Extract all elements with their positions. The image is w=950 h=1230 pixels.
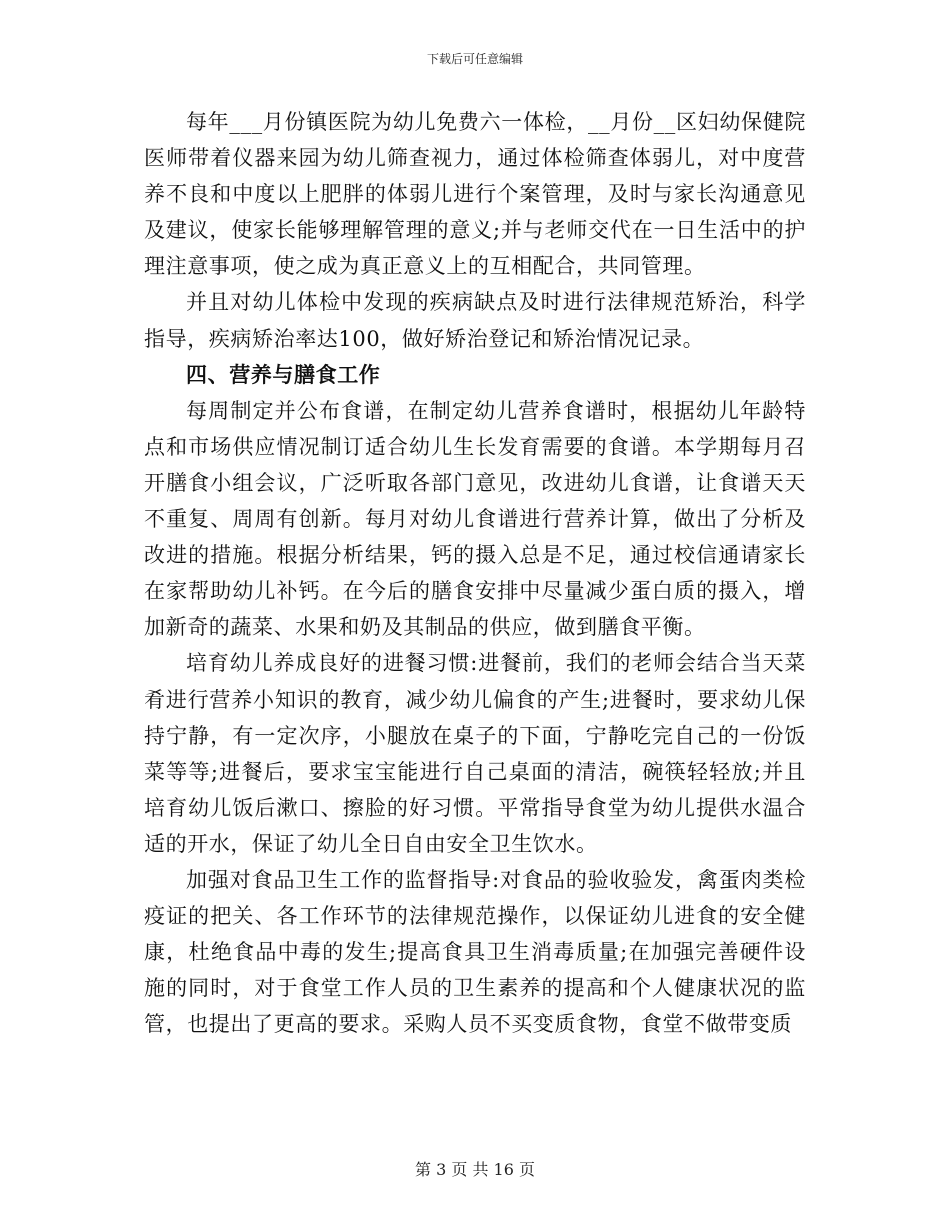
- page-header: 下载后可任意编辑: [426, 52, 523, 66]
- document-body: [144, 104, 806, 1042]
- section-heading-nutrition: 四、营养与膳食工作: [186, 361, 381, 387]
- paragraph-food-hygiene: 加强对食品卫生工作的监督指导:对食品的验收验发，禽蛋肉类检疫证的把关、各工作环节的法律规范操作，以保证幼儿进食的安全健康，杜绝食品中毒的发生;提高食具卫生消毒质量;在加强完善硬件设施的同时，对于食堂工作人员的卫生素养的提高和个人健康状况的监管，也提出了更高的要求。采购人员不买变质食物，食堂不做带变质: [144, 867, 806, 1037]
- paragraph-health-checkup: 每年___月份镇医院为幼儿免费六一体检，__月份__区妇幼保健院医师带着仪器来园为幼儿筛查视力，通过体检筛查体弱儿，对中度营养不良和中度以上肥胖的体弱儿进行个案管理，及时与家长沟通意见及建议，使家长能够理解管理的意义;并与老师交代在一日生活中的护理注意事项，使之成为真正意义上的互相配合，共同管理。: [144, 110, 806, 279]
- page-number: 第 3 页 共 16 页: [415, 1160, 535, 1179]
- paragraph-eating-habits: 培育幼儿养成良好的进餐习惯:进餐前，我们的老师会结合当天菜肴进行营养小知识的教育，减少幼儿偏食的产生;进餐时，要求幼儿保持宁静，有一定次序，小腿放在桌子的下面，宁静吃完自己的一份饭菜等等;进餐后，要求宝宝能进行自己桌面的清洁，碗筷轻轻放;并且培育幼儿饭后漱口、擦脸的好习惯。平常指导食堂为幼儿提供水温合适的开水，保证了幼儿全日自由安全卫生饮水。: [144, 651, 806, 856]
- paragraph-weekly-menu: 每周制定并公布食谱，在制定幼儿营养食谱时，根据幼儿年龄特点和市场供应情况制订适合幼儿生长发育需要的食谱。本学期每月召开膳食小组会议，广泛听取各部门意见，改进幼儿食谱，让食谱天天不重复、周周有创新。每月对幼儿食谱进行营养计算，做出了分析及改进的措施。根据分析结果，钙的摄入总是不足，通过校信通请家长在家帮助幼儿补钙。在今后的膳食安排中尽量减少蛋白质的摄入，增加新奇的蔬菜、水果和奶及其制品的供应，做到膳食平衡。: [144, 398, 806, 640]
- paragraph-disease-correction: 并且对幼儿体检中发现的疾病缺点及时进行法律规范矫治，科学指导，疾病矫治率达100，做好矫治登记和矫治情况记录。: [144, 290, 806, 351]
